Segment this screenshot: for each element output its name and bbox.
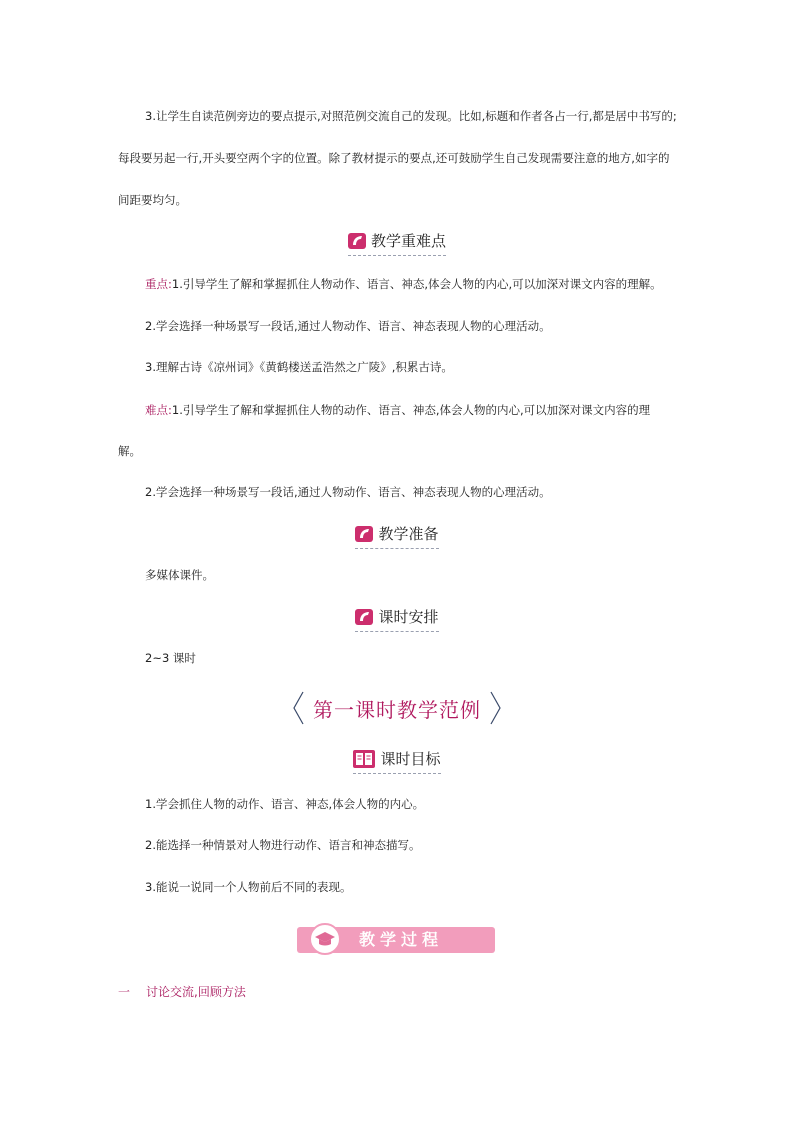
prep-heading (0, 523, 794, 549)
key-point-2: 2.学会选择一种场景写一段话,通过人物动作、语言、神态表现人物的心理活动。 (145, 319, 551, 333)
schedule-title: 课时安排 (378, 608, 439, 626)
tag-icon (348, 233, 366, 249)
key-point-1 (145, 276, 662, 292)
hard-point-1 (145, 402, 650, 418)
goals-title: 课时目标 (380, 750, 441, 768)
graduation-cap-icon (314, 930, 336, 948)
key-label: 重点: (145, 277, 172, 291)
lesson-title: 第一课时教学范例 (313, 697, 481, 722)
key-point-1-text: 1.引导学生了解和掌握抓住人物动作、语言、神态,体会人物的内心,可以加深对课文内容的理解。 (171, 277, 662, 291)
banner-circle (309, 923, 341, 955)
intro-paragraph: 3.让学生自读范例旁边的要点提示,对照范例交流自己的发现。比如,标题和作者各占一行,都是居中书写的;每段要另起一行,开头要空两个字的位置。除了教材提示的要点,还可鼓励学生自己发现需要注意的地方,如字的间距要均匀。 (118, 109, 677, 207)
section-1-number: 一 (118, 985, 131, 999)
schedule-text: 2~3 课时 (145, 651, 196, 665)
process-title: 教学过程 (359, 930, 444, 949)
goal-1: 1.学会抓住人物的动作、语言、神态,体会人物的内心。 (145, 797, 425, 811)
tag-icon (355, 526, 373, 542)
process-banner (297, 927, 495, 953)
goal-2: 2.能选择一种情景对人物进行动作、语言和神态描写。 (145, 838, 421, 852)
section-1-title: 讨论交流,回顾方法 (146, 985, 246, 999)
section-1-heading (118, 983, 246, 1000)
prep-title: 教学准备 (378, 525, 439, 543)
hard-point-2: 2.学会选择一种场景写一段话,通过人物动作、语言、神态表现人物的心理活动。 (145, 485, 551, 499)
tag-icon (355, 609, 373, 625)
goal-3: 3.能说一说同一个人物前后不同的表现。 (145, 880, 352, 894)
book-icon (353, 750, 375, 768)
difficulty-heading (0, 230, 794, 256)
difficulty-title: 教学重难点 (370, 232, 446, 250)
lesson-heading (0, 690, 794, 730)
left-bracket-icon (291, 690, 305, 726)
key-point-3: 3.理解古诗《凉州词》《黄鹤楼送孟浩然之广陵》,积累古诗。 (145, 360, 453, 374)
hard-label: 难点: (145, 403, 172, 417)
prep-text: 多媒体课件。 (145, 568, 214, 582)
goals-heading (0, 748, 794, 774)
hard-point-1-text: 1.引导学生了解和掌握抓住人物的动作、语言、神态,体会人物的内心,可以加深对课文内容的理 (171, 403, 651, 417)
right-bracket-icon (489, 690, 503, 726)
schedule-heading (0, 606, 794, 632)
hard-point-1-cont: 解。 (118, 444, 141, 458)
